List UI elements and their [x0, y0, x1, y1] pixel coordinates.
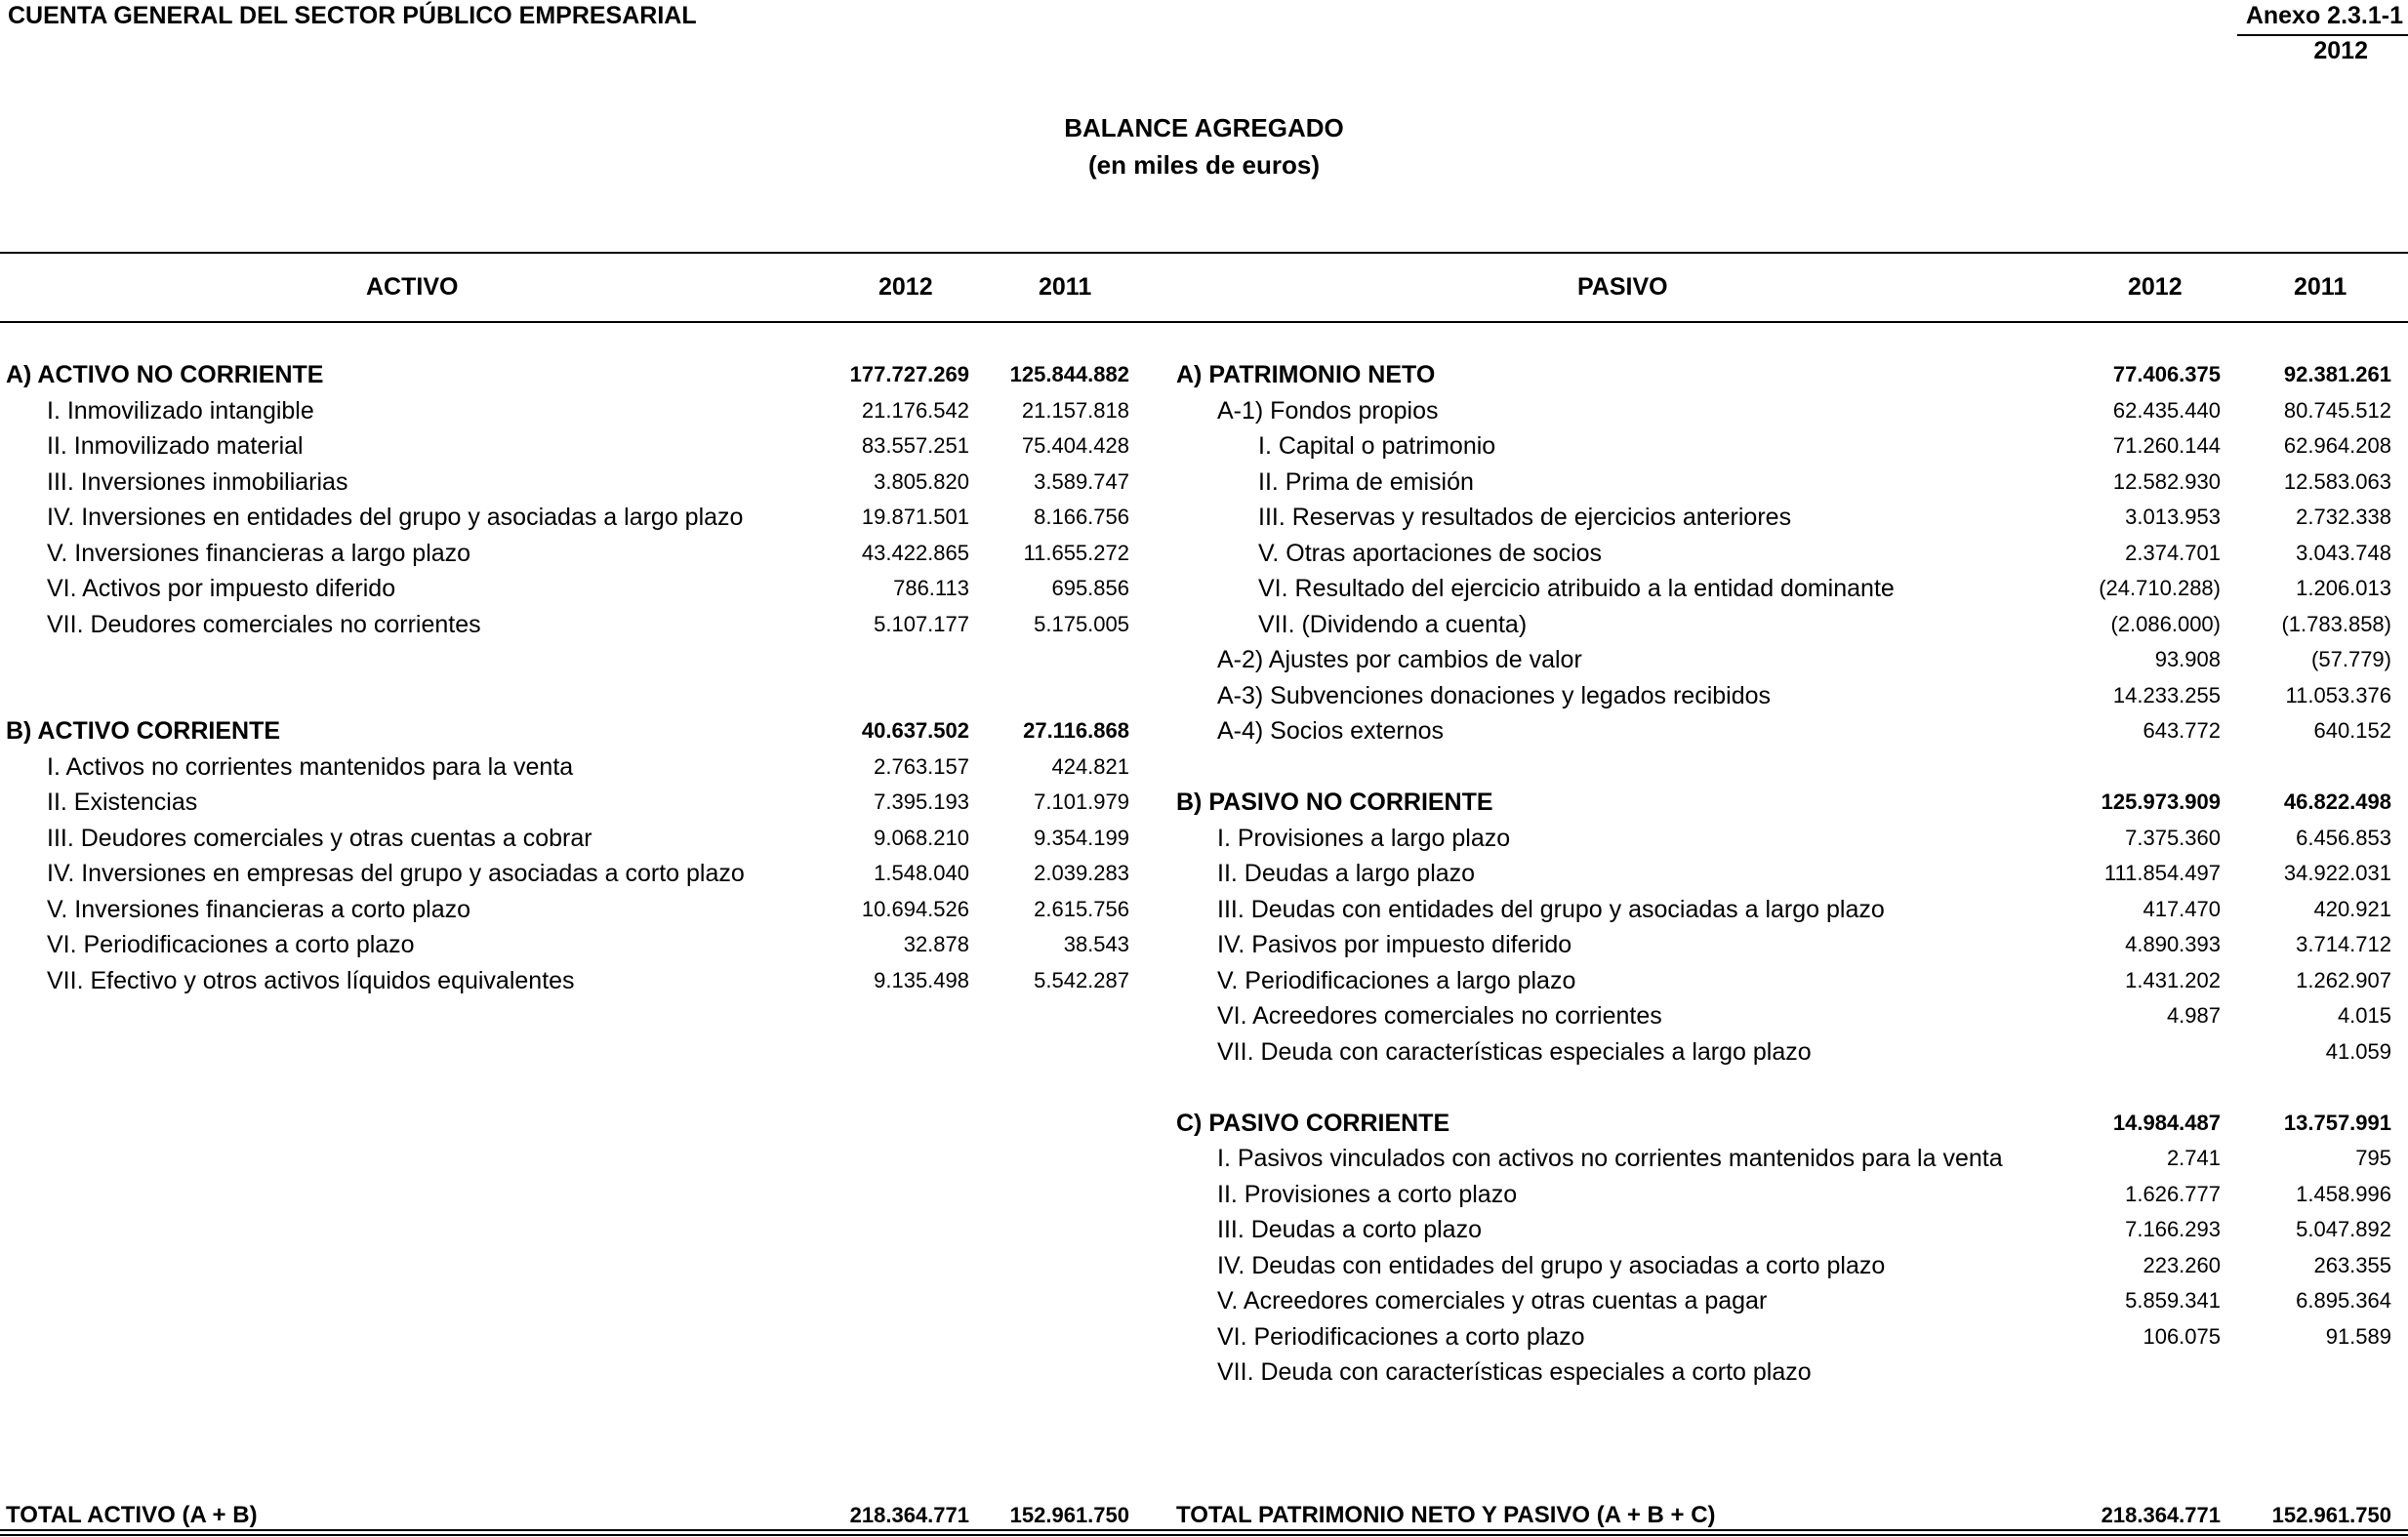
- row-label: B) PASIVO NO CORRIENTE: [1176, 789, 1493, 816]
- value-2011: 420.921: [2313, 896, 2391, 921]
- value-2011: 1.458.996: [2296, 1181, 2391, 1206]
- value-2012: 21.176.542: [861, 397, 969, 423]
- value-2012: 43.422.865: [861, 540, 969, 565]
- row-label: III. Deudas con entidades del grupo y asociadas a largo plazo: [1217, 895, 1885, 923]
- value-2011: 27.116.868: [1023, 718, 1129, 743]
- total-activo-2011: 152.961.750: [1009, 1503, 1129, 1527]
- annex-year: 2012: [2313, 37, 2368, 64]
- row-label: I. Activos no corrientes mantenidos para la venta: [47, 752, 574, 781]
- value-2012: 9.068.210: [874, 825, 969, 850]
- value-2011: 91.589: [2325, 1323, 2391, 1349]
- value-2011: 5.542.287: [1034, 967, 1129, 992]
- value-2012: 93.908: [2154, 647, 2221, 671]
- value-2012: 14.233.255: [2112, 682, 2221, 708]
- pasivo-year1-header: 2012: [2128, 273, 2183, 301]
- value-2012: 9.135.498: [874, 967, 969, 992]
- row-label: III. Reservas y resultados de ejercicios anteriores: [1258, 504, 1792, 531]
- pasivo-column-header: PASIVO: [1577, 273, 1668, 301]
- value-2011: 1.206.013: [2296, 576, 2391, 600]
- row-label: III. Deudores comerciales y otras cuentas a cobrar: [47, 824, 592, 852]
- value-2012: 1.431.202: [2125, 967, 2221, 992]
- total-activo-2012: 218.364.771: [849, 1503, 969, 1527]
- value-2011: 8.166.756: [1034, 505, 1129, 529]
- value-2012: 417.470: [2143, 896, 2221, 921]
- value-2011: 263.355: [2313, 1252, 2391, 1277]
- value-2012: 3.805.820: [874, 468, 969, 494]
- value-2011: 3.589.747: [1034, 468, 1129, 494]
- total-activo-label: TOTAL ACTIVO (A + B): [6, 1502, 258, 1528]
- value-2012: 7.166.293: [2125, 1217, 2221, 1241]
- value-2012: 3.013.953: [2125, 505, 2221, 529]
- header-bottom-rule: [0, 321, 2408, 323]
- row-label: A-4) Socios externos: [1217, 717, 1445, 745]
- value-2011: 11.053.376: [2285, 682, 2391, 708]
- row-label: I. Pasivos vinculados con activos no corrientes mantenidos para la venta: [1217, 1145, 2003, 1172]
- value-2011: 6.895.364: [2296, 1288, 2391, 1313]
- row-label: II. Prima de emisión: [1258, 467, 1474, 496]
- row-label: IV. Inversiones en empresas del grupo y asociadas a corto plazo: [47, 860, 745, 887]
- value-2011: 2.615.756: [1034, 896, 1129, 921]
- row-label: A-1) Fondos propios: [1217, 396, 1439, 425]
- row-label: I. Capital o patrimonio: [1258, 432, 1496, 460]
- row-label: V. Inversiones financieras a corto plazo: [47, 895, 471, 923]
- row-label: VII. Deuda con características especiales a corto plazo: [1217, 1358, 1812, 1386]
- total-pasivo-label: TOTAL PATRIMONIO NETO Y PASIVO (A + B + C): [1176, 1502, 1716, 1528]
- row-label: VII. Deuda con características especiales a largo plazo: [1217, 1037, 1812, 1066]
- value-2011: 3.043.748: [2296, 540, 2391, 565]
- value-2012: 62.435.440: [2112, 397, 2221, 423]
- pasivo-year2-header: 2011: [2294, 273, 2347, 301]
- value-2012: (24.710.288): [2099, 576, 2221, 600]
- activo-year1-header: 2012: [878, 273, 933, 301]
- row-label: VII. Efectivo y otros activos líquidos equivalentes: [47, 966, 575, 994]
- value-2012: 40.637.502: [861, 718, 969, 743]
- value-2011: 125.844.882: [1009, 362, 1129, 386]
- row-label: VII. (Dividendo a cuenta): [1258, 610, 1528, 638]
- value-2012: 12.582.930: [2112, 468, 2221, 494]
- row-label: A-3) Subvenciones donaciones y legados recibidos: [1217, 681, 1772, 709]
- value-2012: 7.395.193: [874, 789, 969, 814]
- value-2011: 12.583.063: [2283, 468, 2391, 494]
- row-label: III. Deudas a corto plazo: [1217, 1216, 1482, 1243]
- row-label: I. Inmovilizado intangible: [47, 396, 314, 425]
- value-2011: 695.856: [1051, 576, 1129, 600]
- value-2011: 3.714.712: [2296, 932, 2391, 956]
- value-2011: (1.783.858): [2281, 611, 2391, 636]
- report-subtitle: (en miles de euros): [1088, 150, 1320, 180]
- row-label: VI. Resultado del ejercicio atribuido a la entidad dominante: [1258, 575, 1895, 602]
- value-2011: 795: [2355, 1146, 2391, 1170]
- activo-year2-header: 2011: [1039, 273, 1092, 301]
- value-2011: 2.732.338: [2296, 505, 2391, 529]
- row-label: V. Periodificaciones a largo plazo: [1217, 966, 1576, 994]
- value-2011: 62.964.208: [2283, 433, 2391, 458]
- value-2011: 34.922.031: [2283, 861, 2391, 885]
- row-label: III. Inversiones inmobiliarias: [47, 467, 348, 496]
- row-label: V. Otras aportaciones de socios: [1258, 539, 1603, 567]
- row-label: II. Inmovilizado material: [47, 432, 304, 460]
- row-label: VI. Periodificaciones a corto plazo: [1217, 1322, 1585, 1351]
- value-2011: 424.821: [1051, 753, 1129, 779]
- value-2012: 32.878: [903, 932, 969, 956]
- value-2012: 5.859.341: [2125, 1288, 2221, 1313]
- value-2012: 10.694.526: [861, 896, 969, 921]
- value-2012: 125.973.909: [2101, 789, 2221, 814]
- value-2011: 92.381.261: [2283, 362, 2391, 386]
- value-2012: 177.727.269: [849, 362, 969, 386]
- row-label: VII. Deudores comerciales no corrientes: [47, 610, 481, 638]
- value-2012: 2.763.157: [874, 753, 969, 779]
- value-2012: 1.626.777: [2125, 1181, 2221, 1206]
- value-2012: 83.557.251: [861, 433, 969, 458]
- total-pasivo-2011: 152.961.750: [2271, 1503, 2391, 1527]
- row-label: B) ACTIVO CORRIENTE: [6, 717, 281, 745]
- row-label: VI. Periodificaciones a corto plazo: [47, 931, 415, 958]
- row-label: A) PATRIMONIO NETO: [1176, 361, 1436, 388]
- total-pasivo-2012: 218.364.771: [2101, 1503, 2221, 1527]
- document-title: CUENTA GENERAL DEL SECTOR PÚBLICO EMPRESARIAL: [8, 2, 697, 29]
- footer-rule-2: [0, 1534, 2408, 1536]
- value-2012: 111.854.497: [2103, 861, 2221, 885]
- value-2011: 2.039.283: [1034, 861, 1129, 885]
- value-2011: 5.175.005: [1034, 611, 1129, 636]
- footer-rule-1: [0, 1529, 2408, 1531]
- row-label: I. Provisiones a largo plazo: [1217, 824, 1511, 852]
- value-2012: 2.741: [2166, 1146, 2221, 1170]
- value-2011: (57.779): [2311, 647, 2391, 671]
- value-2012: 786.113: [893, 576, 969, 600]
- value-2011: 640.152: [2313, 718, 2391, 743]
- value-2011: 75.404.428: [1021, 433, 1129, 458]
- value-2012: 71.260.144: [2112, 433, 2221, 458]
- value-2012: 2.374.701: [2125, 540, 2221, 565]
- row-label: A) ACTIVO NO CORRIENTE: [6, 361, 324, 388]
- value-2012: 5.107.177: [874, 611, 969, 636]
- row-label: IV. Deudas con entidades del grupo y asociadas a corto plazo: [1217, 1251, 1886, 1279]
- value-2012: 4.890.393: [2125, 932, 2221, 956]
- annex-underline: [2237, 34, 2408, 36]
- value-2011: 38.543: [1063, 932, 1129, 956]
- value-2012: 77.406.375: [2112, 362, 2221, 386]
- value-2011: 4.015: [2337, 1003, 2391, 1028]
- value-2012: 223.260: [2143, 1252, 2221, 1277]
- header-top-rule: [0, 252, 2408, 254]
- value-2011: 46.822.498: [2283, 789, 2391, 814]
- value-2012: (2.086.000): [2110, 611, 2221, 636]
- value-2011: 13.757.991: [2283, 1110, 2391, 1135]
- row-label: II. Existencias: [47, 789, 198, 816]
- row-label: II. Provisiones a corto plazo: [1217, 1180, 1518, 1208]
- row-label: IV. Inversiones en entidades del grupo y asociadas a largo plazo: [47, 504, 744, 531]
- row-label: V. Inversiones financieras a largo plazo: [47, 539, 471, 567]
- value-2011: 21.157.818: [1021, 397, 1129, 423]
- value-2012: 14.984.487: [2112, 1110, 2221, 1135]
- value-2011: 5.047.892: [2296, 1217, 2391, 1241]
- value-2012: 19.871.501: [861, 505, 969, 529]
- activo-column-header: ACTIVO: [366, 273, 459, 301]
- value-2011: 41.059: [2325, 1038, 2391, 1064]
- value-2011: 6.456.853: [2296, 825, 2391, 850]
- value-2011: 9.354.199: [1034, 825, 1129, 850]
- row-label: VI. Acreedores comerciales no corrientes: [1217, 1002, 1662, 1030]
- value-2011: 1.262.907: [2296, 967, 2391, 992]
- value-2011: 11.655.272: [1023, 540, 1129, 565]
- value-2011: 80.745.512: [2283, 397, 2391, 423]
- value-2012: 106.075: [2143, 1323, 2221, 1349]
- report-title: BALANCE AGREGADO: [1064, 113, 1344, 142]
- value-2012: 1.548.040: [874, 861, 969, 885]
- value-2012: 4.987: [2166, 1003, 2221, 1028]
- row-label: A-2) Ajustes por cambios de valor: [1217, 646, 1582, 673]
- value-2012: 643.772: [2143, 718, 2221, 743]
- annex-label: Anexo 2.3.1-1: [2245, 2, 2403, 29]
- row-label: VI. Activos por impuesto diferido: [47, 575, 396, 602]
- value-2012: 7.375.360: [2125, 825, 2221, 850]
- value-2011: 7.101.979: [1034, 789, 1129, 814]
- row-label: V. Acreedores comerciales y otras cuentas a pagar: [1217, 1287, 1768, 1315]
- row-label: IV. Pasivos por impuesto diferido: [1217, 931, 1572, 958]
- row-label: C) PASIVO CORRIENTE: [1176, 1109, 1450, 1137]
- row-label: II. Deudas a largo plazo: [1217, 860, 1476, 887]
